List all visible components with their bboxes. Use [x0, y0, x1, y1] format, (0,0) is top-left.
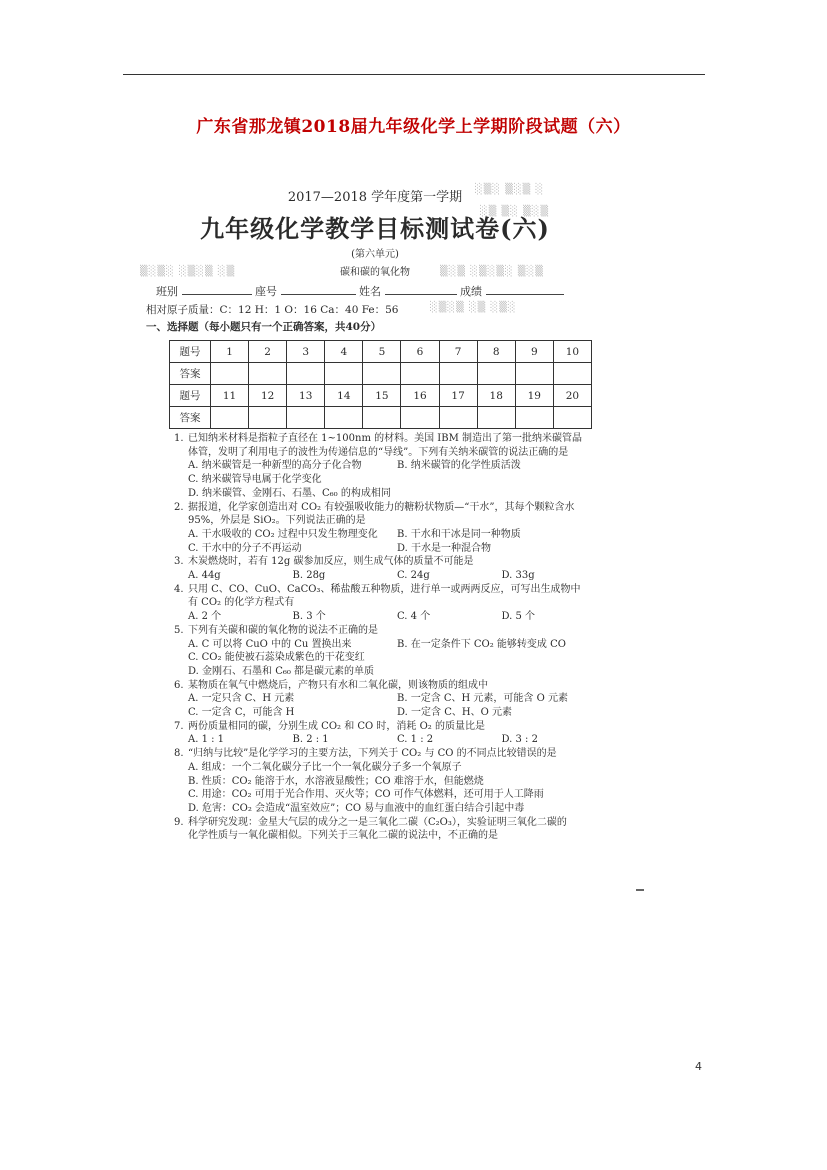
header-rule [123, 74, 705, 75]
class-blank[interactable] [182, 284, 252, 295]
document-title: 广东省那龙镇2018届九年级化学上学期阶段试题（六） [196, 117, 631, 137]
option-row [174, 569, 606, 583]
table-cell: 答案 [170, 407, 211, 429]
table-row [170, 407, 592, 429]
option-c: C. CO₂ 能使被石蕊染成紫色的干花变红 [188, 652, 365, 664]
scanned-exam-page [140, 180, 610, 840]
answer-cell[interactable] [363, 407, 401, 429]
answer-cell[interactable] [363, 363, 401, 385]
question-line: 有 CO₂ 的化学方程式有 [188, 597, 295, 609]
option-row [174, 706, 606, 720]
table-cell: 17 [439, 385, 477, 407]
option-c: C. 4 个 [397, 611, 431, 623]
option-a: A. 一定只含 C、H 元素 [188, 693, 295, 705]
class-label: 班别 [156, 285, 178, 298]
table-cell: 1 [211, 341, 249, 363]
option-d: D. 33g [501, 570, 535, 582]
answer-cell[interactable] [211, 407, 249, 429]
exam-topic: 碳和碳的氧化物 [340, 267, 410, 278]
question-number: 2. [174, 501, 184, 513]
table-cell: 题号 [170, 385, 211, 407]
option-row [174, 528, 606, 542]
atomic-masses: 相对原子质量：C：12 H：1 O：16 Ca：40 Fe：56 [146, 304, 399, 316]
name-label: 姓名 [359, 285, 381, 298]
answer-cell[interactable] [515, 363, 553, 385]
question-line [174, 555, 606, 569]
option-a: A. 1 : 1 [188, 734, 225, 746]
table-cell: 12 [249, 385, 287, 407]
answer-cell[interactable] [439, 407, 477, 429]
bleed-through-noise: ▒░▒░ ░▒░▒ ░▒ [140, 266, 236, 277]
answer-cell[interactable] [287, 363, 325, 385]
question-line: 95%，外层是 SiO₂。下列说法正确的是 [188, 515, 366, 527]
table-row [170, 363, 592, 385]
table-cell: 19 [515, 385, 553, 407]
question-line [174, 816, 606, 830]
table-cell: 2 [249, 341, 287, 363]
table-cell: 5 [363, 341, 401, 363]
section-heading: 一、选择题（每小题只有一个正确答案，共40分） [146, 321, 382, 333]
table-cell: 18 [477, 385, 515, 407]
question-number: 5. [174, 624, 184, 636]
question-number: 4. [174, 583, 184, 595]
option-c: C. 1 : 2 [397, 734, 434, 746]
score-blank[interactable] [486, 284, 564, 295]
option-row [174, 638, 606, 652]
question-text: 木炭燃烧时，若有 12g 碳参加反应，则生成气体的质量不可能是 [188, 556, 474, 568]
table-cell: 6 [401, 341, 439, 363]
table-cell: 答案 [170, 363, 211, 385]
question-line [174, 720, 606, 734]
option-d: D. 纳米碳管、金刚石、石墨、C₆₀ 的构成相同 [188, 487, 391, 499]
question-list [174, 432, 606, 843]
exam-title: 九年级化学教学目标测试卷(六) [200, 214, 550, 243]
table-cell: 15 [363, 385, 401, 407]
scan-mark [636, 889, 644, 891]
answer-cell[interactable] [325, 407, 363, 429]
option-d: D. 3 : 2 [501, 734, 538, 746]
option-row [174, 692, 606, 706]
question-text: 下列有关碳和碳的氧化物的说法不正确的是 [188, 624, 378, 636]
question-line [174, 679, 606, 693]
table-cell: 20 [553, 385, 591, 407]
table-cell: 7 [439, 341, 477, 363]
question-number: 8. [174, 748, 184, 760]
option-row [174, 542, 606, 556]
answer-cell[interactable] [249, 407, 287, 429]
question-text: 科学研究发现：金星大气层的成分之一是三氧化二碳（C₂O₃），实验证明三氧化二碳的 [188, 816, 567, 828]
option-a: A. 2 个 [188, 611, 222, 623]
exam-unit: (第六单元) [351, 249, 399, 260]
option-b: B. 在一定条件下 CO₂ 能够转变成 CO [397, 638, 566, 650]
seat-label: 座号 [255, 285, 277, 298]
question-line: 化学性质与一氧化碳相似。下列关于三氧化二碳的说法中，不正确的是 [188, 830, 498, 842]
name-blank[interactable] [385, 284, 457, 295]
option-d: D. 金刚石、石墨和 C₆₀ 都是碳元素的单质 [188, 665, 375, 677]
answer-cell[interactable] [401, 363, 439, 385]
answer-cell[interactable] [477, 363, 515, 385]
bleed-through-noise: ▒░▒ ░▒░▒░ ▒░▒ [440, 266, 544, 277]
option-c: C. 干水中的分子不再运动 [188, 542, 302, 554]
question-text: 两份质量相同的碳，分别生成 CO₂ 和 CO 时，消耗 O₂ 的质量比是 [188, 720, 485, 732]
question-line [174, 747, 606, 761]
option-b: B. 3 个 [292, 611, 326, 623]
option-c: C. 用途：CO₂ 可用于光合作用、灭火等；CO 可作气体燃料，还可用于人工降雨 [188, 789, 544, 801]
table-cell: 题号 [170, 341, 211, 363]
option-a: A. 干水吸收的 CO₂ 过程中只发生物理变化 [188, 528, 378, 540]
option-a: A. 组成：一个二氧化碳分子比一个一氧化碳分子多一个氧原子 [188, 761, 462, 773]
answer-table [169, 340, 592, 429]
bleed-through-noise: ░▒░ ▒░▒ ░ [475, 184, 545, 195]
answer-cell[interactable] [515, 407, 553, 429]
table-cell: 16 [401, 385, 439, 407]
question-number: 9. [174, 816, 184, 828]
option-row [174, 733, 606, 747]
answer-cell[interactable] [249, 363, 287, 385]
bleed-through-noise: ░▒ ▒░ ▒░▒ [480, 206, 550, 217]
option-a: A. 44g [188, 570, 221, 582]
answer-cell[interactable] [477, 407, 515, 429]
question-number: 1. [174, 433, 184, 444]
option-c: C. 纳米碳管导电属于化学变化 [188, 474, 322, 486]
option-c: C. 一定含 C，可能含 H [188, 707, 295, 719]
option-b: B. 28g [292, 570, 326, 582]
answer-cell[interactable] [211, 363, 249, 385]
question-text: 某物质在氧气中燃烧后，产物只有水和二氧化碳，则该物质的组成中 [188, 679, 488, 691]
table-cell: 4 [325, 341, 363, 363]
question-text: 已知纳米材料是指粒子直径在 1~100nm 的材料。美国 IBM 制造出了第一批纳米碳管晶 [188, 433, 583, 444]
option-d: D. 5 个 [501, 611, 536, 623]
option-b: B. 2 : 1 [292, 734, 329, 746]
option-b: B. 一定含 C、H 元素，可能含 O 元素 [397, 693, 568, 705]
option-a: A. C 可以将 CuO 中的 Cu 置换出来 [188, 638, 352, 650]
option-b: B. 纳米碳管的化学性质活泼 [397, 460, 521, 472]
table-row [170, 341, 592, 363]
table-cell: 3 [287, 341, 325, 363]
option-d: D. 干水是一种混合物 [397, 542, 492, 554]
table-cell: 11 [211, 385, 249, 407]
question-line: 体管，发明了利用电子的波性为传递信息的“导线”。下列有关纳米碳管的说法正确的是 [188, 446, 569, 458]
option-d: D. 一定含 C、H、O 元素 [397, 707, 512, 719]
option-b: B. 性质：CO₂ 能溶于水，水溶液显酸性；CO 难溶于水，但能燃烧 [188, 775, 484, 787]
answer-cell[interactable] [553, 407, 591, 429]
table-cell: 10 [553, 341, 591, 363]
answer-cell[interactable] [325, 363, 363, 385]
question-number: 6. [174, 679, 184, 691]
answer-cell[interactable] [439, 363, 477, 385]
option-d: D. 危害：CO₂ 会造成“温室效应”；CO 易与血液中的血红蛋白结合引起中毒 [188, 802, 525, 814]
table-cell: 8 [477, 341, 515, 363]
question-text: 据报道，化学家创造出对 CO₂ 有较强吸收能力的糖粉状物质—“干水”，其每个颗粒含水 [188, 501, 575, 513]
option-row [174, 459, 606, 473]
question-line [174, 432, 606, 446]
table-row [170, 385, 592, 407]
option-b: B. 干水和干冰是同一种物质 [397, 528, 521, 540]
question-line [174, 583, 606, 597]
option-a: A. 纳米碳管是一种新型的高分子化合物 [188, 460, 362, 472]
option-c: C. 24g [397, 570, 430, 582]
page-number: 4 [695, 1060, 702, 1073]
answer-cell[interactable] [401, 407, 439, 429]
score-label: 成绩 [460, 285, 482, 298]
bleed-through-noise: ░▒░▒ ░▒ ░▒░ [430, 302, 517, 313]
seat-blank[interactable] [281, 284, 356, 295]
question-number: 7. [174, 720, 184, 732]
student-info-row [156, 283, 564, 299]
option-row [174, 610, 606, 624]
question-line [174, 624, 606, 638]
table-cell: 13 [287, 385, 325, 407]
question-line [174, 501, 606, 515]
question-text: 只用 C、CO、CuO、CaCO₃、稀盐酸五种物质，进行单一或两两反应，可写出生成物中 [188, 583, 581, 595]
question-text: “归纳与比较”是化学学习的主要方法，下列关于 CO₂ 与 CO 的不同点比较错误的是 [188, 748, 557, 760]
table-cell: 14 [325, 385, 363, 407]
answer-cell[interactable] [553, 363, 591, 385]
answer-cell[interactable] [287, 407, 325, 429]
question-number: 3. [174, 556, 184, 568]
exam-year: 2017—2018 学年度第一学期 [287, 190, 463, 205]
table-cell: 9 [515, 341, 553, 363]
